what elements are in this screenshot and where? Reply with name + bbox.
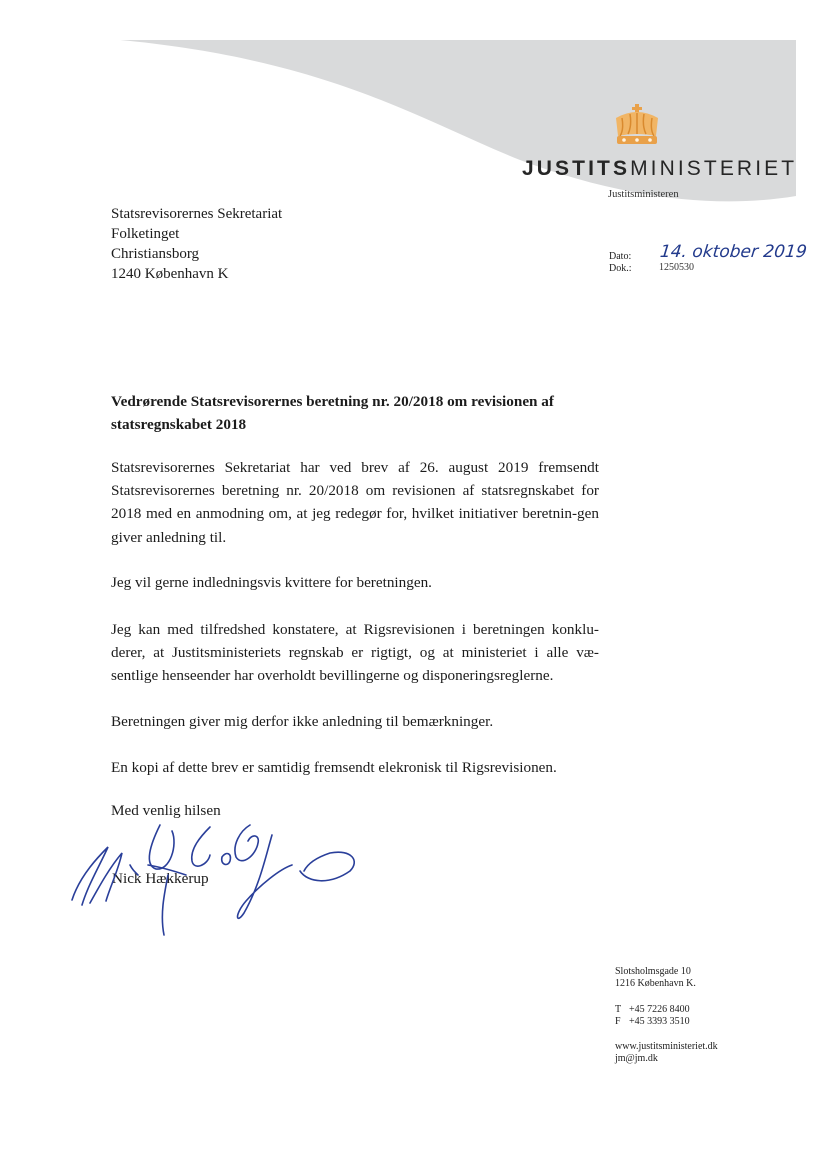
crown-icon xyxy=(610,104,664,150)
letter-meta xyxy=(609,250,659,274)
website-link[interactable]: www.justitsministeriet.dk xyxy=(615,1041,718,1052)
recipient-line: Folketinget xyxy=(111,226,180,242)
closing-greeting: Med venlig hilsen xyxy=(111,802,221,819)
footer-phone xyxy=(615,1004,690,1028)
date-label: Dato: xyxy=(609,251,632,262)
ministry-wordmark-light: MINISTERIET xyxy=(630,157,798,180)
ministry-subtitle: Justitsministeren xyxy=(608,189,679,200)
footer-address-line: Slotsholmsgade 10 xyxy=(615,966,691,977)
handwritten-date: 14. oktober 2019 xyxy=(658,242,808,262)
ministry-wordmark-bold: JUSTITS xyxy=(522,157,631,180)
recipient-line: Statsrevisorernes Sekretariat xyxy=(111,206,283,222)
doc-label: Dok.: xyxy=(609,263,632,274)
ministry-wordmark xyxy=(522,157,797,181)
phone-prefix: T xyxy=(615,1004,622,1015)
fax-prefix: F xyxy=(615,1016,621,1027)
recipient-line: Christiansborg xyxy=(111,246,200,262)
letter-subject: Vedrørende Statsrevisorernes beretning nr. 20/2018 om revisionen af statsregnskabet 2018 xyxy=(111,393,554,433)
body-paragraph: Jeg vil gerne indledningsvis kvittere for beretningen. xyxy=(111,574,432,591)
recipient-address xyxy=(111,204,282,284)
phone-number: +45 7226 8400 xyxy=(629,1004,690,1015)
footer-web xyxy=(615,1041,718,1065)
doc-number: 1250530 xyxy=(659,262,694,273)
fax-number: +45 3393 3510 xyxy=(629,1016,690,1027)
footer-address xyxy=(615,966,696,990)
body-paragraph: En kopi af dette brev er samtidig fremsendt elekronisk til Rigsrevisionen. xyxy=(111,759,557,776)
body-paragraph: Jeg kan med tilfredshed konstatere, at Rigsrevisionen i beretningen konklu-derer, at Justitsministeriets regnskab er rigtigt, og at ministeriet i alle væ-sentlige henseender har overholdt bevillingerne og disponeringsreglerne. xyxy=(111,621,599,685)
recipient-line: 1240 København K xyxy=(111,266,229,282)
footer-address-line: 1216 København K. xyxy=(615,978,696,989)
body-paragraph: Statsrevisorernes Sekretariat har ved brev af 26. august 2019 fremsendt Statsrevisorernes beretning nr. 20/2018 om revisionen af statsregnskabet for 2018 med en anmodning om, at jeg redegør for, hvilket initiativer beretnin-gen giver anledning til. xyxy=(111,459,599,546)
email-link[interactable]: jm@jm.dk xyxy=(615,1053,658,1064)
body-paragraph: Beretningen giver mig derfor ikke anledning til bemærkninger. xyxy=(111,713,494,730)
signer-name: Nick Hækkerup xyxy=(112,870,209,887)
handwritten-signature xyxy=(60,805,370,945)
